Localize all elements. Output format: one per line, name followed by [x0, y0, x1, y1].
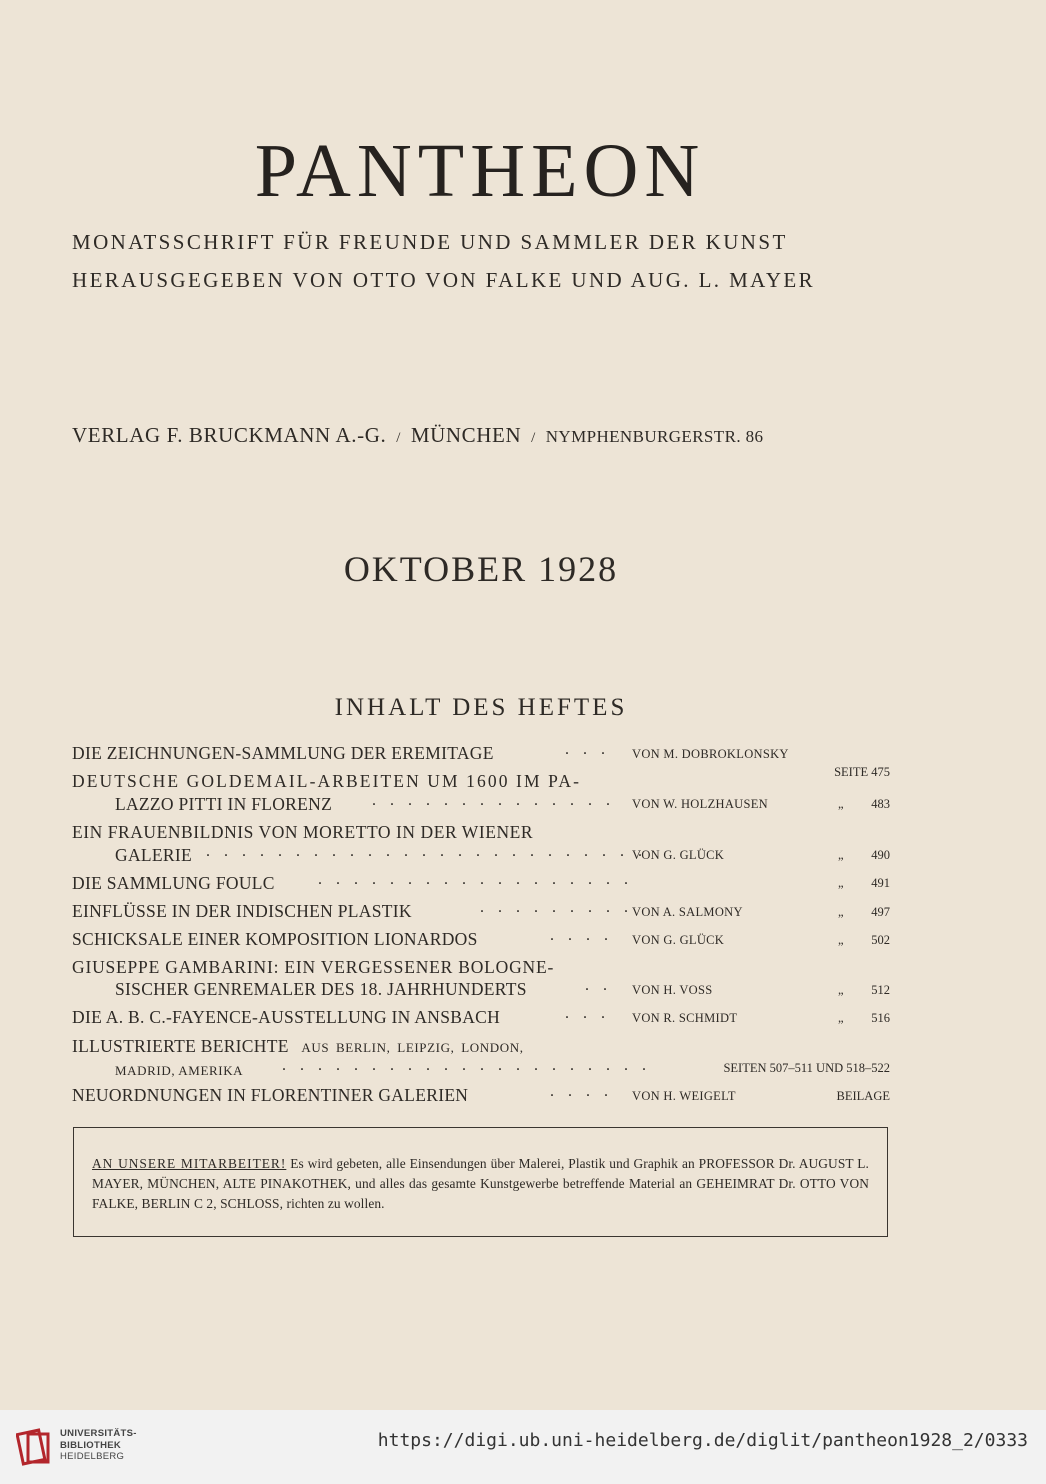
separator: /: [396, 430, 401, 446]
ditto-mark: „: [838, 933, 844, 947]
toc-entry-page: 512: [871, 983, 890, 997]
book-icon[interactable]: [16, 1426, 54, 1473]
library-line: HEIDELBERG: [60, 1451, 125, 1462]
toc-entry-author: VON W. HOLZHAUSEN: [632, 797, 769, 811]
seite-label: SEITE 475: [834, 765, 890, 779]
toc-entry-title: DIE SAMMLUNG FOULC: [72, 873, 275, 893]
toc-entry-author: VON G. GLÜCK: [632, 933, 725, 947]
toc-entry-title-cont: GALERIE: [115, 845, 192, 865]
ditto-mark: „: [838, 876, 844, 890]
permalink[interactable]: https://digi.ub.uni-heidelberg.de/diglit/pantheon1928_2/0333: [377, 1430, 1028, 1451]
ditto-mark: „: [838, 848, 844, 862]
leader-dots: . . . . . . . . . . . . . . . . . . . . . . . . .: [206, 843, 647, 860]
viewer-footer: [0, 1410, 1046, 1484]
magazine-title: PANTHEON: [254, 129, 706, 213]
leader-dots: . . . . . . . . . . . . . . . . . . . . .: [282, 1057, 651, 1074]
toc-entry-title: [72, 1036, 524, 1057]
library-name[interactable]: [60, 1428, 137, 1463]
contents-heading: INHALT DES HEFTES: [334, 694, 628, 721]
toc-entry-author: VON H. VOSS: [632, 983, 713, 997]
toc-entry-page: BEILAGE: [836, 1089, 890, 1103]
toc-entry-author: VON G. GLÜCK: [632, 848, 725, 862]
toc-entry-title-cont-wrap: [115, 1059, 243, 1080]
toc-entry-author: VON M. DOBROKLONSKY: [632, 747, 789, 761]
ditto-mark: „: [838, 797, 844, 811]
toc-entry-title: GIUSEPPE GAMBARINI: EIN VERGESSENER BOLOGNE-: [72, 957, 555, 977]
toc-entry-page: 483: [871, 797, 890, 811]
toc-entry-title: NEUORDNUNGEN IN FLORENTINER GALERIEN: [72, 1085, 469, 1105]
toc-entry-title-sub: AUS BERLIN, LEIPZIG, LONDON,: [301, 1040, 524, 1055]
ditto-mark: „: [838, 1011, 844, 1025]
publisher-name: VERLAG F. BRUCKMANN A.-G.: [72, 423, 387, 447]
toc-entry-title-cont: LAZZO PITTI IN FLORENZ: [115, 794, 333, 814]
notice-body: Es wird gebeten, alle Einsendungen über Malerei, Plastik und Graphik an PROFESSOR Dr. AUGUST L. MAYER, MÜNCHEN, ALTE PINAKOTHEK, und alles das gesamte Kunstgewerbe betreffende Material an GEHEIMRAT Dr. OTTO VON FALKE, BERLIN C 2, SCHLOSS, richten zu wollen.: [92, 1156, 869, 1211]
leader-dots: . . . .: [550, 1083, 613, 1100]
toc-entry-title: EIN FRAUENBILDNIS VON MORETTO IN DER WIENER: [72, 822, 534, 842]
toc-entry-author: VON A. SALMONY: [632, 905, 743, 919]
toc-entry-title: SCHICKSALE EINER KOMPOSITION LIONARDOS: [72, 929, 478, 949]
publisher-city: MÜNCHEN: [410, 423, 522, 447]
leader-dots: . .: [585, 977, 612, 994]
library-line: UNIVERSITÄTS-: [60, 1428, 137, 1439]
leader-dots: . . . . . . . . . . . . . . . . . .: [318, 871, 633, 888]
publisher-street: NYMPHENBURGERSTR. 86: [545, 427, 764, 446]
notice-lead: AN UNSERE MITARBEITER!: [92, 1156, 287, 1171]
separator: /: [531, 430, 536, 446]
publisher-line: [72, 423, 763, 448]
leader-dots: . . . . . . . . . . . . . .: [372, 792, 615, 809]
toc-entry-page: 497: [871, 905, 890, 919]
library-line: BIBLIOTHEK: [60, 1439, 122, 1451]
magazine-subtitle: MONATSSCHRIFT FÜR FREUNDE UND SAMMLER DER KUNST: [72, 230, 788, 254]
toc-entry-author: VON R. SCHMIDT: [632, 1011, 738, 1025]
toc-entry-page: 491: [871, 876, 890, 890]
toc-entry-page: 490: [871, 848, 890, 862]
ditto-mark: „: [838, 983, 844, 997]
leader-dots: . . .: [565, 741, 610, 758]
toc-entry-author: VON H. WEIGELT: [632, 1089, 736, 1103]
notice-text: [92, 1154, 869, 1214]
toc-entry-title-cont: MADRID, AMERIKA: [115, 1063, 244, 1078]
toc-entry-title: DIE A. B. C.-FAYENCE-AUSSTELLUNG IN ANSBACH: [72, 1007, 501, 1027]
toc-entry-title-cont: SISCHER GENREMALER DES 18. JAHRHUNDERTS: [115, 979, 527, 999]
toc-entry-page: 516: [871, 1011, 890, 1025]
toc-entry-title-main: ILLUSTRIERTE BERICHTE: [72, 1036, 289, 1056]
toc-entry-title: DIE ZEICHNUNGEN-SAMMLUNG DER EREMITAGE: [72, 743, 494, 763]
ditto-mark: „: [838, 905, 844, 919]
leader-dots: . . . .: [550, 927, 613, 944]
toc-entry-page: 502: [871, 933, 890, 947]
toc-entry-title: DEUTSCHE GOLDEMAIL-ARBEITEN UM 1600 IM PA-: [72, 771, 581, 791]
contributors-notice: [73, 1127, 888, 1237]
toc-entry-page: SEITEN 507–511 UND 518–522: [723, 1061, 890, 1075]
toc-entry-title: EINFLÜSSE IN DER INDISCHEN PLASTIK: [72, 901, 412, 921]
leader-dots: . . .: [565, 1005, 610, 1022]
leader-dots: . . . . . . . . .: [480, 899, 633, 916]
issue-date: OKTOBER 1928: [343, 549, 619, 589]
editors-line: HERAUSGEGEBEN VON OTTO VON FALKE UND AUG. L. MAYER: [72, 268, 816, 292]
